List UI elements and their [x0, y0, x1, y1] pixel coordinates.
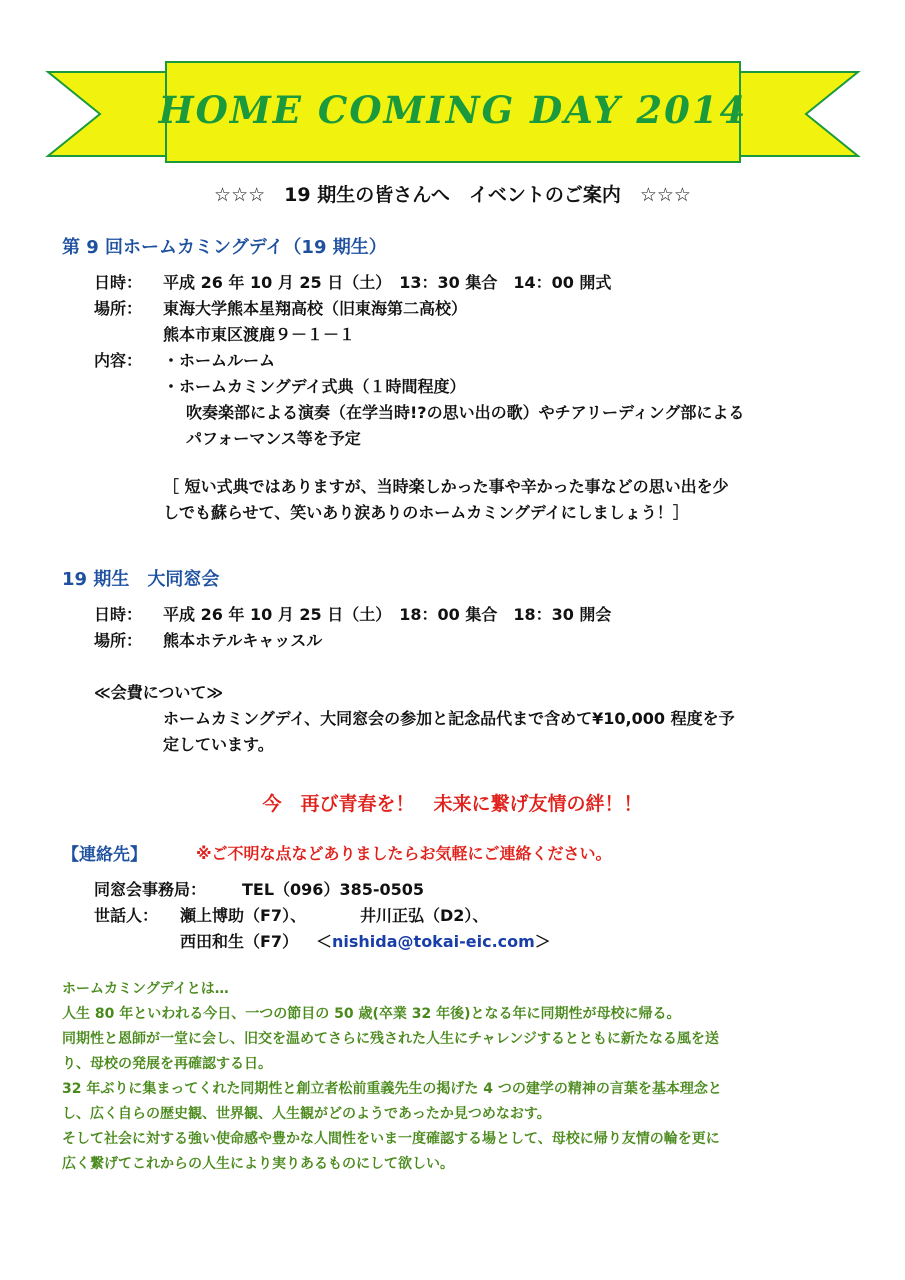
event1-heading: 第 9 回ホームカミングデイ（19 期生） — [62, 237, 387, 258]
organizer-name: 井川正弘（D2）、 — [360, 906, 489, 925]
organizer-name: 瀬上博助（F7）、 — [180, 906, 307, 925]
event1-place-value: 東海大学熊本星翔高校（旧東海第二高校） — [163, 299, 468, 318]
about-line: 人生 80 年といわれる今日、一つの節目の 50 歳(卒業 32 年後)となる年に同期性が母校に帰る。 — [62, 1006, 681, 1022]
event2-date-value: 平成 26 年 10 月 25 日（土） 18：00 集合 18：30 開会 — [163, 605, 612, 624]
event1-content-item: ・ホームカミングデイ式典（１時間程度） — [163, 377, 466, 396]
contact-note: ※ご不明な点などありましたらお気軽にご連絡ください。 — [196, 844, 612, 863]
email-bracket-close: ＞ — [534, 932, 551, 951]
about-line: そして社会に対する強い使命感や豊かな人間性をいま一度確認する場として、母校に帰り友情の輪を更に — [62, 1131, 720, 1147]
event2-heading: 19 期生 大同窓会 — [62, 569, 220, 590]
event1-content-item: ・ホームルーム — [163, 351, 276, 370]
event1-content-label: 内容： — [94, 351, 143, 370]
event1-content-detail: 吹奏楽部による演奏（在学当時!?の思い出の歌）やチアリーディング部による — [186, 403, 745, 422]
office-tel: TEL（096）385-0505 — [242, 880, 425, 899]
event2-place-label: 場所： — [94, 631, 143, 650]
event1-place-label: 場所： — [94, 299, 143, 318]
organizer-name: 西田和生（F7） — [180, 932, 299, 951]
about-line: り、母校の発展を再確認する日。 — [62, 1056, 272, 1072]
page-subtitle: ☆☆☆ 19 期生の皆さんへ イベントのご案内 ☆☆☆ — [214, 184, 691, 206]
about-line: 同期性と恩師が一堂に会し、旧交を温めてさらに残された人生にチャレンジするとともに新たなる風を送 — [62, 1031, 719, 1047]
event1-content-detail: パフォーマンス等を予定 — [186, 429, 361, 448]
email-line — [316, 929, 551, 952]
fee-text: ホームカミングデイ、大同窓会の参加と記念品代まで含めて¥10,000 程度を予 — [163, 709, 735, 728]
email-bracket-open: ＜ — [316, 932, 333, 951]
event2-place-value: 熊本ホテルキャッスル — [163, 631, 323, 650]
about-line: 32 年ぶりに集まってくれた同期性と創立者松前重義先生の掲げた 4 つの建学の精神の言葉を基本理念と — [62, 1081, 722, 1097]
event1-message: しでも蘇らせて、笑いあり涙ありのホームカミングデイにしましょう！］ — [163, 503, 689, 522]
event1-place-address: 熊本市東区渡鹿９－１－１ — [163, 325, 356, 344]
event1-date-label: 日時： — [94, 273, 143, 292]
about-line: 広く繋げてこれからの人生により実りあるものにして欲しい。 — [62, 1156, 454, 1172]
organizer-label: 世話人： — [94, 906, 159, 925]
event1-date-value: 平成 26 年 10 月 25 日（土） 13：30 集合 14：00 開式 — [163, 273, 612, 292]
about-line: し、広く自らの歴史観、世界観、人生観がどのようであったか見つめなおす。 — [62, 1106, 551, 1122]
about-heading: ホームカミングデイとは… — [62, 981, 229, 997]
event1-message: ［ 短い式典ではありますが、当時楽しかった事や辛かった事などの思い出を少 — [163, 477, 729, 496]
contact-heading: 【連絡先】 — [62, 845, 147, 865]
slogan: 今 再び青春を！ 未来に繋げ友情の絆！！ — [262, 793, 643, 815]
event2-date-label: 日時： — [94, 605, 143, 624]
banner-title: HOME COMING DAY 2014 — [158, 88, 748, 132]
fee-heading: ≪会費について≫ — [94, 683, 224, 702]
office-label: 同窓会事務局： — [94, 880, 207, 899]
fee-text: 定しています。 — [163, 735, 274, 754]
email-link[interactable]: nishida@tokai-eic.com — [332, 932, 535, 951]
